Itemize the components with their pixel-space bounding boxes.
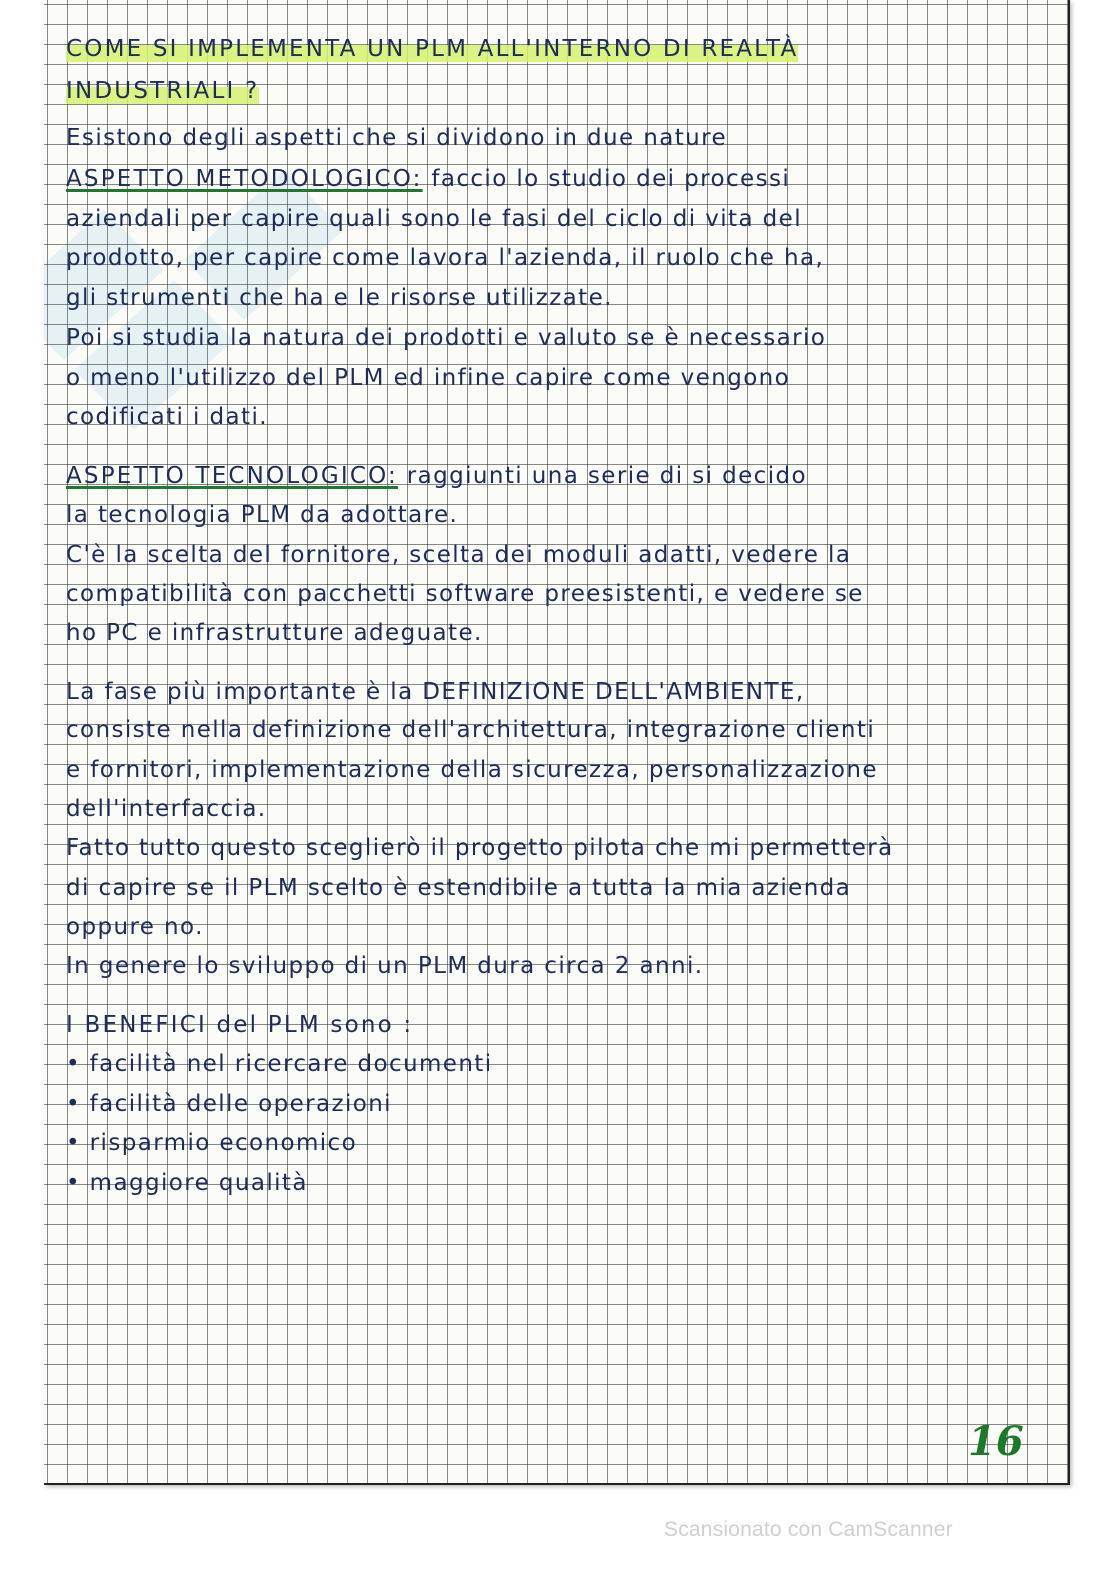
fase-line-2: consiste nella definizione dell'architettura, integrazione clienti (66, 717, 876, 743)
benefici-item-4: • maggiore qualità (66, 1170, 308, 1196)
metodologico-line-4: gli strumenti che ha e le risorse utilizzate. (66, 285, 613, 311)
tecnologico-line-1-text: raggiunti una serie di si decido (406, 463, 807, 489)
metodologico-heading: ASPETTO METODOLOGICO: (66, 166, 423, 192)
title-line-1 (66, 36, 798, 62)
metodologico-line-2: aziendali per capire quali sono le fasi del ciclo di vita del (66, 206, 803, 232)
title-line-1-text: COME SI IMPLEMENTA UN PLM ALL'INTERNO DI REALTÀ (66, 36, 799, 62)
tecnologico-line-2: la tecnologia PLM da adottare. (66, 502, 459, 528)
metodologico-line-3: prodotto, per capire come lavora l'azienda, il ruolo che ha, (66, 245, 825, 271)
benefici-item-3: • risparmio economico (66, 1130, 358, 1156)
metodologico-line-7: codificati i dati. (66, 404, 268, 430)
fase-line-8: In genere lo sviluppo di un PLM dura circa 2 anni. (66, 953, 704, 979)
watermark-logo-icon (44, 150, 544, 480)
title-line-2 (66, 78, 259, 104)
fase-line-1: La fase più importante è la DEFINIZIONE DELL'AMBIENTE, (66, 679, 805, 705)
tecnologico-line-5: ho PC e infrastrutture adeguate. (66, 620, 483, 646)
fase-line-4: dell'interfaccia. (66, 796, 267, 822)
metodologico-line-5: Poi si studia la natura dei prodotti e valuto se è necessario (66, 325, 827, 351)
metodologico-line-6: o meno l'utilizzo del PLM ed infine capire come vengono (66, 365, 791, 391)
metodologico-line-1 (66, 166, 790, 192)
fase-line-7: oppure no. (66, 914, 204, 940)
tecnologico-line-3: C'è la scelta del fornitore, scelta dei moduli adatti, vedere la (66, 542, 852, 568)
title-line-2-text: INDUSTRIALI ? (66, 78, 260, 104)
tecnologico-line-4: compatibilità con pacchetti software preesistenti, e vedere se (66, 581, 864, 607)
intro-line: Esistono degli aspetti che si dividono in due nature (66, 125, 728, 151)
tecnologico-heading: ASPETTO TECNOLOGICO: (66, 463, 399, 489)
fase-line-3: e fornitori, implementazione della sicurezza, personalizzazione (66, 757, 878, 783)
tecnologico-line-1 (66, 463, 807, 489)
fase-line-5: Fatto tutto questo sceglierò il progetto pilota che mi permetterà (66, 835, 894, 861)
benefici-item-2: • facilità delle operazioni (66, 1091, 392, 1117)
fase-line-6: di capire se il PLM scelto è estendibile a tutta la mia azienda (66, 875, 852, 901)
page-number: 16 (968, 1418, 1024, 1465)
benefici-heading: I BENEFICI del PLM sono : (66, 1012, 414, 1038)
benefici-item-1: • facilità nel ricercare documenti (66, 1051, 493, 1077)
camscanner-footer: Scansionato con CamScanner (664, 1518, 953, 1541)
metodologico-line-1-text: faccio lo studio dei processi (431, 166, 791, 192)
